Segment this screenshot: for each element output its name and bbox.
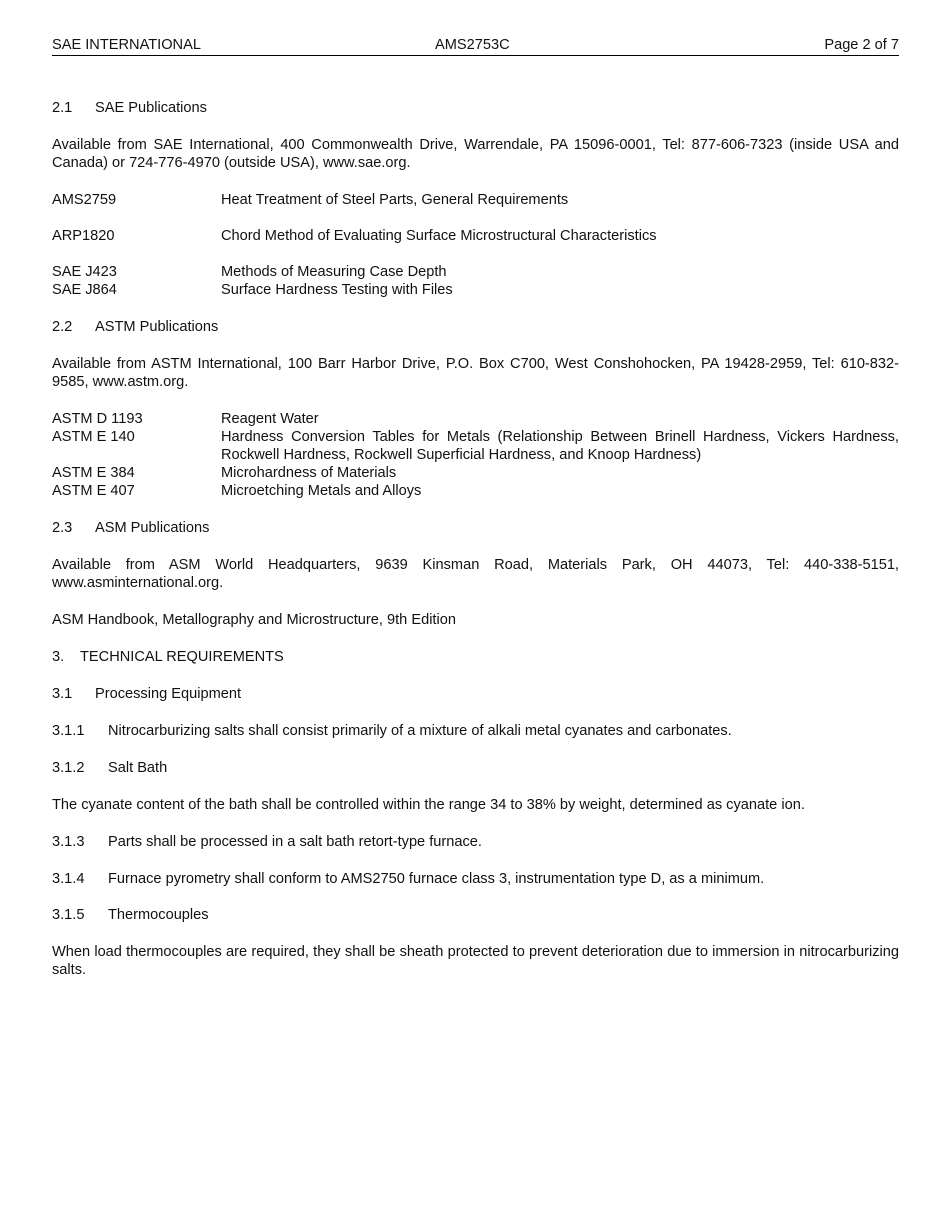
reference-code: SAE J864	[52, 282, 117, 298]
reference-code: ASTM E 140	[52, 429, 135, 445]
reference-title: Heat Treatment of Steel Parts, General Requirements	[221, 192, 569, 208]
section-2-3-heading	[52, 519, 899, 537]
reference-title: Methods of Measuring Case Depth	[221, 264, 447, 280]
section-text: Parts shall be processed in a salt bath retort-type furnace.	[108, 834, 482, 850]
section-number: 3.1.3	[52, 834, 85, 850]
section-3-1-3	[52, 833, 899, 851]
section-text: Nitrocarburizing salts shall consist primarily of a mixture of alkali metal cyanates and carbonates.	[108, 723, 732, 739]
section-number: 3.1.4	[52, 871, 85, 887]
reference-code: ASTM E 407	[52, 483, 135, 499]
asm-availability-text: Available from ASM World Headquarters, 9639 Kinsman Road, Materials Park, OH 44073, Tel: 440-338-5151, www.asminternational.org.	[52, 557, 899, 591]
section-title: Salt Bath	[108, 760, 168, 776]
page-header	[52, 35, 899, 56]
reference-title: Microetching Metals and Alloys	[221, 483, 422, 499]
reference-code: ASTM E 384	[52, 465, 135, 481]
section-title: SAE Publications	[95, 100, 207, 116]
sae-availability-text: Available from SAE International, 400 Commonwealth Drive, Warrendale, PA 15096-0001, Tel: 877-606-7323 (inside USA and Canada) or 724-776-4970 (outside USA), www.sae.org.	[52, 137, 899, 171]
section-3-heading	[52, 648, 899, 666]
reference-code: AMS2759	[52, 192, 117, 208]
header-page-number: Page 2 of 7	[824, 37, 899, 53]
section-title: ASM Publications	[95, 520, 210, 536]
astm-availability-text: Available from ASTM International, 100 Barr Harbor Drive, P.O. Box C700, West Conshohocken, PA 19428-2959, Tel: 610-832-9585, www.astm.org.	[52, 356, 899, 390]
section-title: ASTM Publications	[95, 319, 219, 335]
section-2-1-heading	[52, 99, 899, 117]
reference-title: Chord Method of Evaluating Surface Microstructural Characteristics	[221, 228, 657, 244]
reference-title: Microhardness of Materials	[221, 465, 397, 481]
section-2-2-heading	[52, 318, 899, 336]
section-title: TECHNICAL REQUIREMENTS	[80, 649, 284, 665]
asm-handbook-reference: ASM Handbook, Metallography and Microstructure, 9th Edition	[52, 612, 456, 628]
salt-bath-text: The cyanate content of the bath shall be controlled within the range 34 to 38% by weight, determined as cyanate ion.	[52, 797, 805, 813]
header-document-number: AMS2753C	[435, 37, 510, 53]
section-title: Thermocouples	[108, 907, 209, 923]
section-number: 2.2	[52, 319, 73, 335]
section-number: 2.3	[52, 520, 73, 536]
section-number: 3.1	[52, 686, 73, 702]
section-number: 3.1.1	[52, 723, 85, 739]
reference-title: Hardness Conversion Tables for Metals (Relationship Between Brinell Hardness, Vickers Hardness, Rockwell Hardness, Rockwell Superficial Hardness, and Knoop Hardness)	[221, 429, 899, 463]
section-title: Processing Equipment	[95, 686, 242, 702]
section-3-1-2-heading	[52, 759, 899, 777]
section-number: 3.1.2	[52, 760, 85, 776]
reference-code: ARP1820	[52, 228, 115, 244]
section-3-1-heading	[52, 685, 899, 703]
header-organization: SAE INTERNATIONAL	[52, 37, 201, 53]
reference-title: Reagent Water	[221, 411, 319, 427]
section-number: 3.1.5	[52, 907, 85, 923]
section-number: 3.	[52, 649, 65, 665]
section-number: 2.1	[52, 100, 73, 116]
section-3-1-1	[52, 722, 899, 740]
reference-code: ASTM D 1193	[52, 411, 143, 427]
reference-code: SAE J423	[52, 264, 117, 280]
thermocouples-text: When load thermocouples are required, they shall be sheath protected to prevent deterioration due to immersion in nitrocarburizing salts.	[52, 944, 899, 978]
section-text: Furnace pyrometry shall conform to AMS2750 furnace class 3, instrumentation type D, as a minimum.	[108, 871, 765, 887]
section-3-1-5-heading	[52, 906, 899, 924]
reference-title: Surface Hardness Testing with Files	[221, 282, 453, 298]
section-3-1-4	[52, 870, 899, 888]
